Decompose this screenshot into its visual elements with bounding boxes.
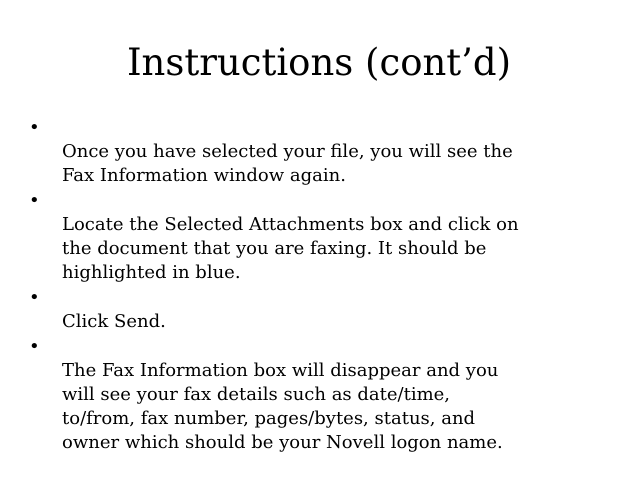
bullet-item: [26, 116, 616, 188]
bullet-text: Click Send.: [62, 311, 166, 332]
bullet-item: [26, 335, 616, 455]
bullet-list: [26, 116, 616, 456]
bullet-icon: •: [29, 190, 40, 211]
bullet-item: [26, 286, 616, 334]
bullet-icon: •: [29, 336, 40, 357]
bullet-text: Locate the Selected Attachments box and click on the document that you are faxing. It should be highlighted in blue.: [62, 214, 519, 283]
bullet-icon: •: [29, 117, 40, 138]
bullet-text: Once you have selected your file, you will see the Fax Information window again.: [62, 141, 513, 186]
bullet-text: The Fax Information box will disappear and you will see your fax details such as date/time, to/from, fax number, pages/bytes, status, and owner which should be your Novell logon name.: [62, 360, 503, 453]
bullet-item: [26, 189, 616, 285]
slide-title: Instructions (cont’d): [126, 41, 512, 84]
bullet-icon: •: [29, 287, 40, 308]
